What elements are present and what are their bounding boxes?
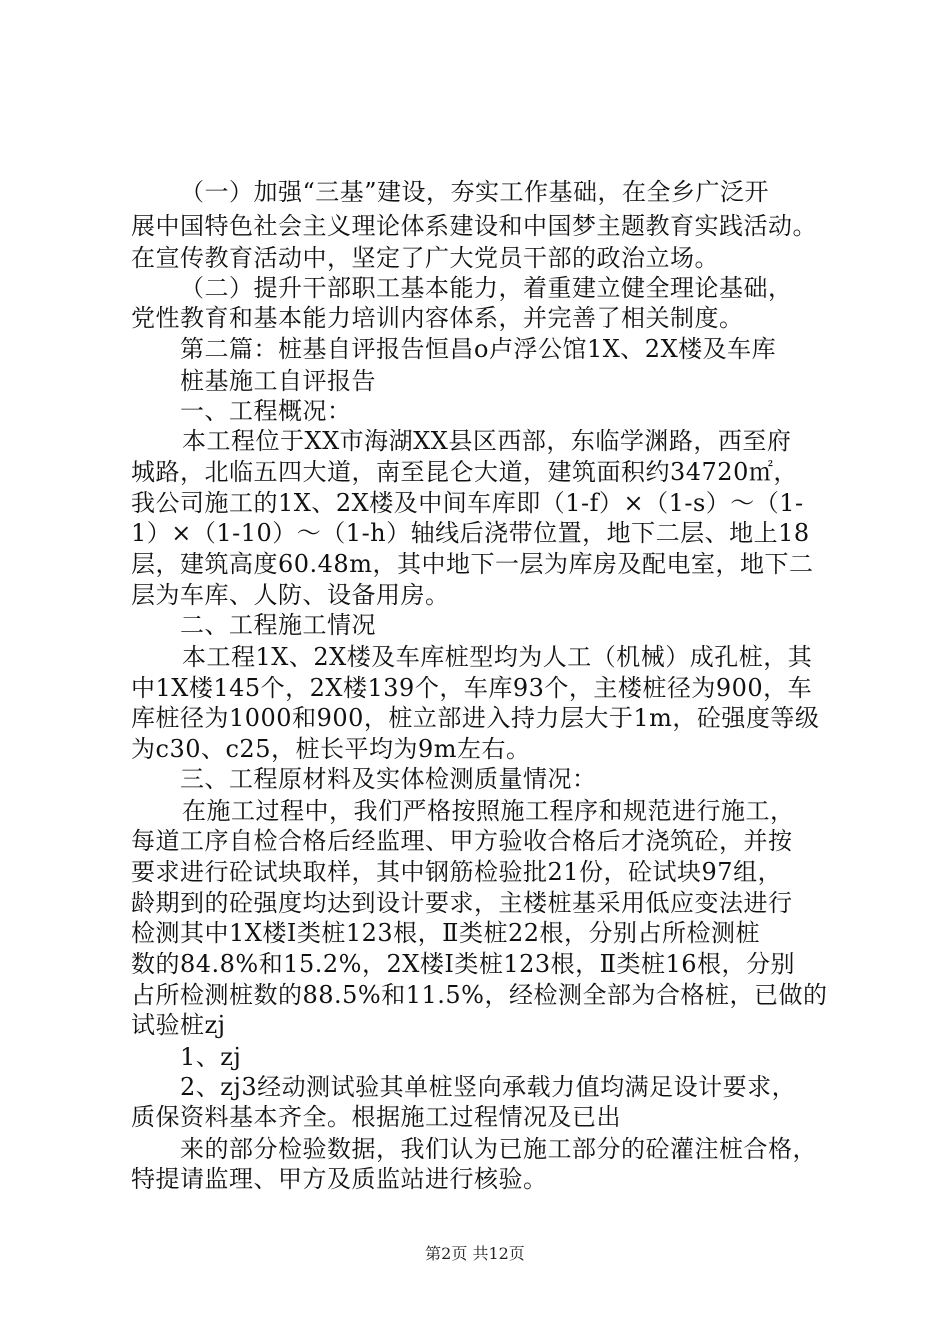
page-footer: 第2页 共12页 [425,1244,525,1263]
paragraph-line: 在施工过程中，我们严格按照施工程序和规范进行施工， [182,797,795,825]
paragraph-line: 展中国特色社会主义理论体系建设和中国梦主题教育实践活动。 [131,212,817,240]
paragraph-line: 数的84.8%和15.2%，2X楼Ⅰ类桩123根，Ⅱ类桩16根，分别 [131,950,795,978]
paragraph-line: 2、zj3经动测试验其单桩竖向承载力值均满足设计要求， [180,1073,797,1101]
paragraph-line: 试验桩zj [131,1011,226,1039]
paragraph-line: 占所检测桩数的88.5%和11.5%，经检测全部为合格桩，已做的 [131,981,828,1009]
paragraph-line: 中1X楼145个，2X楼139个，车库93个，主楼桩径为900，车 [131,674,813,702]
section-heading: 桩基施工自评报告 [180,367,376,395]
paragraph-line: 在宣传教育活动中，坚定了广大党员干部的政治立场。 [131,244,719,272]
paragraph-line: （二）提升干部职工基本能力，着重建立健全理论基础， [180,274,793,302]
section-heading: 三、工程原材料及实体检测质量情况： [180,765,597,793]
section-heading: 一、工程概况： [180,397,352,425]
section-heading: 第二篇：桩基自评报告恒昌ο卢浮公馆1X、2X楼及车库 [180,335,777,363]
paragraph-line: 本工程1X、2X楼及车库桩型均为人工（机械）成孔桩，其 [182,643,813,671]
paragraph-line: 库桩径为1000和900，桩立部进入持力层大于1m，砼强度等级 [131,704,820,732]
paragraph-line: 每道工序自检合格后经监理、甲方验收合格后才浇筑砼，并按 [131,827,793,855]
section-heading: 二、工程施工情况 [180,611,376,639]
paragraph-line: 特提请监理、甲方及质监站进行核验。 [131,1165,548,1193]
paragraph-line: 本工程位于XX市海湖XX县区西部，东临学渊路，西至府 [182,427,792,455]
paragraph-line: 1、zj [180,1043,242,1071]
paragraph-line: 质保资料基本齐全。根据施工过程情况及已出 [131,1103,621,1131]
paragraph-line: 来的部分检验数据，我们认为已施工部分的砼灌注桩合格， [180,1135,817,1163]
paragraph-line: 我公司施工的1X、2X楼及中间车库即（1-f）×（1-s）～（1- [131,489,804,517]
paragraph-line: 城路，北临五四大道，南至昆仑大道，建筑面积约34720㎡， [131,458,798,486]
paragraph-line: 要求进行砼试块取样，其中钢筋检验批21份，砼试块97组， [131,858,783,886]
paragraph-line: 1）×（1-10）～（1-h）轴线后浇带位置，地下二层、地上18 [131,519,810,547]
paragraph-line: 为c30、c25，桩长平均为9m左右。 [131,735,531,763]
paragraph-line: 层，建筑高度60.48m，其中地下一层为库房及配电室，地下二 [131,550,814,578]
paragraph-line: 龄期到的砼强度均达到设计要求，主楼桩基采用低应变法进行 [131,889,793,917]
paragraph-line: （一）加强“三基”建设，夯实工作基础，在全乡广泛开 [180,178,770,206]
paragraph-line: 层为车库、人防、设备用房。 [131,581,450,609]
paragraph-line: 党性教育和基本能力培训内容体系，并完善了相关制度。 [131,304,744,332]
paragraph-line: 检测其中1X楼Ⅰ类桩123根，Ⅱ类桩22根，分别占所检测桩 [131,919,760,947]
